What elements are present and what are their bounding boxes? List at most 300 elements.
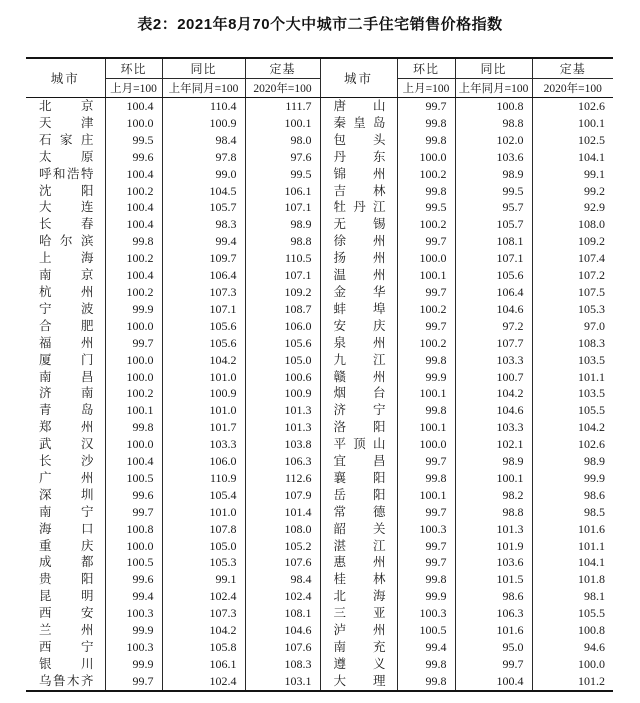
city-cell: 大理 [320,673,397,691]
table-row [26,622,613,639]
table-row [26,521,613,538]
city-cell: 兰州 [39,623,94,638]
city-cell: 蚌埠 [320,301,397,318]
base-cell: 107.6 [245,554,320,571]
table-row [26,656,613,673]
city-cell: 徐州 [320,233,397,250]
yoy-cell: 100.7 [455,369,532,386]
header-city-left: 城市 [26,58,105,98]
city-cell: 昆明 [39,589,94,604]
yoy-cell: 101.0 [162,402,245,419]
mom-cell: 100.0 [397,149,455,166]
mom-cell: 99.7 [105,504,162,521]
yoy-cell: 100.9 [162,115,245,132]
city-cell: 温州 [320,267,397,284]
mom-cell: 100.0 [105,369,162,386]
base-cell: 103.5 [532,385,613,402]
mom-cell: 100.2 [105,183,162,200]
city-cell: 襄阳 [320,470,397,487]
header-base-left: 定基 [245,58,320,79]
city-cell: 广州 [39,470,94,485]
city-cell: 哈尔滨 [39,234,94,249]
table-row [26,487,613,504]
header-mom-sub-left: 上月=100 [105,79,162,98]
yoy-cell: 101.7 [162,419,245,436]
yoy-cell: 100.1 [455,470,532,487]
yoy-cell: 105.3 [162,554,245,571]
mom-cell: 100.5 [397,622,455,639]
city-cell: 天津 [39,115,94,130]
yoy-cell: 103.6 [455,149,532,166]
base-cell: 100.0 [532,656,613,673]
base-cell: 109.2 [532,233,613,250]
base-cell: 108.1 [245,605,320,622]
base-cell: 105.6 [245,335,320,352]
yoy-cell: 104.6 [455,301,532,318]
table-row [26,335,613,352]
base-cell: 107.5 [532,284,613,301]
mom-cell: 100.2 [397,335,455,352]
mom-cell: 100.0 [105,538,162,555]
base-cell: 102.6 [532,436,613,453]
header-row-sublabels [26,79,613,98]
base-cell: 103.5 [532,352,613,369]
table-row [26,538,613,555]
header-mom-left: 环比 [105,58,162,79]
yoy-cell: 104.2 [162,352,245,369]
yoy-cell: 105.6 [162,335,245,352]
base-cell: 98.6 [532,487,613,504]
city-cell: 南昌 [39,369,94,384]
base-cell: 99.1 [532,166,613,183]
yoy-cell: 102.4 [162,673,245,691]
city-cell: 福州 [39,335,94,350]
base-cell: 108.0 [245,521,320,538]
table-row [26,352,613,369]
mom-cell: 99.9 [105,656,162,673]
mom-cell: 100.4 [105,453,162,470]
base-cell: 100.6 [245,369,320,386]
yoy-cell: 97.8 [162,149,245,166]
mom-cell: 100.2 [397,166,455,183]
header-base-sub-left: 2020年=100 [245,79,320,98]
city-cell: 韶关 [320,521,397,538]
table-row [26,504,613,521]
yoy-cell: 98.8 [455,115,532,132]
mom-cell: 100.4 [105,166,162,183]
base-cell: 105.0 [245,352,320,369]
yoy-cell: 101.0 [162,369,245,386]
base-cell: 107.1 [245,199,320,216]
mom-cell: 100.2 [397,216,455,233]
city-cell: 太原 [39,149,94,164]
yoy-cell: 107.7 [455,335,532,352]
base-cell: 107.1 [245,267,320,284]
base-cell: 105.2 [245,538,320,555]
mom-cell: 99.8 [397,183,455,200]
yoy-cell: 99.4 [162,233,245,250]
mom-cell: 99.7 [397,554,455,571]
mom-cell: 100.4 [105,98,162,115]
table-row [26,199,613,216]
yoy-cell: 105.4 [162,487,245,504]
city-cell: 济南 [39,386,94,401]
base-cell: 108.0 [532,216,613,233]
base-cell: 106.1 [245,183,320,200]
city-cell: 郑州 [39,420,94,435]
city-cell: 宜昌 [320,453,397,470]
table-row [26,588,613,605]
table-row [26,605,613,622]
city-cell: 泸州 [320,622,397,639]
table-row [26,318,613,335]
city-cell: 深圳 [39,487,94,502]
mom-cell: 100.2 [105,284,162,301]
table-row [26,115,613,132]
base-cell: 101.4 [245,504,320,521]
city-cell: 扬州 [320,250,397,267]
city-cell: 成都 [39,555,94,570]
yoy-cell: 102.0 [455,132,532,149]
base-cell: 102.5 [532,132,613,149]
base-cell: 101.8 [532,571,613,588]
mom-cell: 100.3 [397,521,455,538]
mom-cell: 100.0 [397,436,455,453]
city-cell: 银川 [39,656,94,671]
table-row [26,571,613,588]
mom-cell: 100.1 [397,267,455,284]
base-cell: 98.4 [245,571,320,588]
price-index-table [26,57,613,692]
table-row [26,216,613,233]
mom-cell: 100.1 [397,385,455,402]
yoy-cell: 105.0 [162,538,245,555]
yoy-cell: 107.8 [162,521,245,538]
mom-cell: 100.4 [105,199,162,216]
mom-cell: 99.8 [397,656,455,673]
table-row [26,250,613,267]
table-row [26,233,613,250]
city-cell: 青岛 [39,403,94,418]
city-cell: 常德 [320,504,397,521]
mom-cell: 100.2 [105,250,162,267]
base-cell: 92.9 [532,199,613,216]
base-cell: 100.8 [532,622,613,639]
mom-cell: 99.4 [105,588,162,605]
yoy-cell: 99.0 [162,166,245,183]
city-cell: 西宁 [39,640,94,654]
mom-cell: 99.7 [397,318,455,335]
base-cell: 98.9 [532,453,613,470]
yoy-cell: 104.6 [455,402,532,419]
base-cell: 101.1 [532,538,613,555]
city-cell: 锦州 [320,166,397,183]
mom-cell: 99.8 [105,419,162,436]
city-cell: 丹东 [320,149,397,166]
mom-cell: 99.6 [105,149,162,166]
header-yoy-right: 同比 [455,58,532,79]
city-cell: 长沙 [39,454,94,469]
city-cell: 吉林 [320,183,397,200]
base-cell: 101.2 [532,673,613,691]
mom-cell: 100.0 [105,352,162,369]
base-cell: 98.9 [245,216,320,233]
city-cell: 武汉 [39,437,94,452]
table-row [26,369,613,386]
base-cell: 107.4 [532,250,613,267]
yoy-cell: 99.5 [455,183,532,200]
city-cell: 合肥 [39,318,94,333]
mom-cell: 99.7 [397,233,455,250]
base-cell: 100.1 [245,115,320,132]
yoy-cell: 99.1 [162,571,245,588]
mom-cell: 99.8 [397,352,455,369]
yoy-cell: 103.3 [162,436,245,453]
table-row [26,166,613,183]
table-row [26,470,613,487]
city-cell: 石家庄 [39,132,94,147]
city-cell: 湛江 [320,538,397,555]
city-cell: 济宁 [320,402,397,419]
table-row [26,132,613,149]
mom-cell: 100.8 [105,521,162,538]
header-yoy-sub-left: 上年同月=100 [162,79,245,98]
base-cell: 101.6 [532,521,613,538]
table-header [26,58,613,98]
yoy-cell: 107.3 [162,284,245,301]
base-cell: 99.9 [532,470,613,487]
city-cell: 南充 [320,639,397,656]
base-cell: 111.7 [245,98,320,115]
header-yoy-sub-right: 上年同月=100 [455,79,532,98]
table-title: 表2：2021年8月70个大中城市二手住宅销售价格指数 [137,16,503,33]
base-cell: 103.1 [245,673,320,691]
table-row [26,183,613,200]
base-cell: 98.1 [532,588,613,605]
base-cell: 100.1 [532,115,613,132]
city-cell: 牡丹江 [320,199,397,216]
base-cell: 110.5 [245,250,320,267]
city-cell: 西安 [39,606,94,621]
mom-cell: 100.3 [105,639,162,656]
city-cell: 九江 [320,352,397,369]
yoy-cell: 104.2 [455,385,532,402]
mom-cell: 100.0 [105,115,162,132]
city-cell: 遵义 [320,656,397,673]
base-cell: 108.3 [532,335,613,352]
city-cell: 桂林 [320,571,397,588]
mom-cell: 99.7 [397,504,455,521]
yoy-cell: 99.7 [455,656,532,673]
base-cell: 107.6 [245,639,320,656]
base-cell: 108.3 [245,656,320,673]
yoy-cell: 103.6 [455,554,532,571]
city-cell: 大连 [39,200,94,215]
yoy-cell: 95.0 [455,639,532,656]
mom-cell: 100.0 [105,436,162,453]
mom-cell: 99.9 [397,588,455,605]
mom-cell: 99.6 [105,487,162,504]
city-cell: 赣州 [320,369,397,386]
city-cell: 惠州 [320,554,397,571]
city-cell: 唐山 [320,98,397,115]
mom-cell: 99.8 [397,571,455,588]
city-cell: 平顶山 [320,436,397,453]
base-cell: 104.1 [532,149,613,166]
table-row [26,98,613,115]
table-row [26,149,613,166]
mom-cell: 100.5 [105,554,162,571]
city-cell: 北京 [39,99,94,113]
yoy-cell: 102.4 [162,588,245,605]
city-cell: 南宁 [39,504,94,519]
mom-cell: 99.5 [105,132,162,149]
table-row [26,301,613,318]
mom-cell: 100.4 [105,216,162,233]
mom-cell: 100.2 [105,385,162,402]
header-yoy-left: 同比 [162,58,245,79]
header-base-sub-right: 2020年=100 [532,79,613,98]
table-row [26,267,613,284]
yoy-cell: 110.4 [162,98,245,115]
mom-cell: 99.8 [397,132,455,149]
city-cell: 安庆 [320,318,397,335]
yoy-cell: 104.5 [162,183,245,200]
mom-cell: 100.5 [105,470,162,487]
mom-cell: 99.7 [105,335,162,352]
city-cell: 洛阳 [320,419,397,436]
city-cell: 沈阳 [39,183,94,198]
city-cell: 呼和浩特 [39,166,94,181]
base-cell: 106.3 [245,453,320,470]
header-row-labels [26,58,613,79]
city-cell: 三亚 [320,605,397,622]
yoy-cell: 100.4 [455,673,532,691]
yoy-cell: 106.0 [162,453,245,470]
yoy-cell: 105.6 [455,267,532,284]
city-cell: 南京 [39,268,94,283]
base-cell: 112.6 [245,470,320,487]
mom-cell: 100.1 [397,419,455,436]
header-base-right: 定基 [532,58,613,79]
base-cell: 104.2 [532,419,613,436]
mom-cell: 100.1 [397,487,455,504]
base-cell: 97.0 [532,318,613,335]
mom-cell: 100.0 [397,250,455,267]
table-row [26,284,613,301]
yoy-cell: 107.1 [455,250,532,267]
city-cell: 重庆 [39,538,94,553]
base-cell: 101.3 [245,402,320,419]
city-cell: 秦皇岛 [320,115,397,132]
city-cell: 岳阳 [320,487,397,504]
yoy-cell: 105.6 [162,318,245,335]
yoy-cell: 106.1 [162,656,245,673]
base-cell: 105.5 [532,605,613,622]
city-cell: 长春 [39,217,94,232]
yoy-cell: 104.2 [162,622,245,639]
base-cell: 97.6 [245,149,320,166]
yoy-cell: 105.7 [162,199,245,216]
yoy-cell: 107.3 [162,605,245,622]
mom-cell: 100.3 [397,605,455,622]
table-row [26,639,613,656]
yoy-cell: 98.3 [162,216,245,233]
yoy-cell: 105.8 [162,639,245,656]
mom-cell: 99.7 [397,98,455,115]
table-row [26,453,613,470]
mom-cell: 99.7 [397,284,455,301]
yoy-cell: 98.8 [455,504,532,521]
yoy-cell: 98.4 [162,132,245,149]
base-cell: 103.8 [245,436,320,453]
yoy-cell: 98.6 [455,588,532,605]
base-cell: 108.7 [245,301,320,318]
table-row [26,436,613,453]
table-row [26,673,613,691]
mom-cell: 99.9 [397,369,455,386]
yoy-cell: 101.9 [455,538,532,555]
city-cell: 金华 [320,284,397,301]
yoy-cell: 100.9 [162,385,245,402]
city-cell: 烟台 [320,385,397,402]
yoy-cell: 106.4 [162,267,245,284]
table-row [26,402,613,419]
yoy-cell: 101.5 [455,571,532,588]
city-cell: 杭州 [39,284,94,299]
mom-cell: 99.9 [105,622,162,639]
yoy-cell: 97.2 [455,318,532,335]
yoy-cell: 108.1 [455,233,532,250]
table-row [26,419,613,436]
mom-cell: 99.7 [105,673,162,691]
header-city-right: 城市 [320,58,397,98]
mom-cell: 100.1 [105,402,162,419]
mom-cell: 99.8 [397,402,455,419]
base-cell: 102.4 [245,588,320,605]
table-row [26,554,613,571]
city-cell: 乌鲁木齐 [39,673,94,688]
city-cell: 贵阳 [39,572,94,587]
mom-cell: 99.8 [105,233,162,250]
city-cell: 北海 [320,588,397,605]
yoy-cell: 101.6 [455,622,532,639]
mom-cell: 100.4 [105,267,162,284]
yoy-cell: 98.9 [455,453,532,470]
base-cell: 104.1 [532,554,613,571]
city-cell: 上海 [39,251,94,266]
yoy-cell: 107.1 [162,301,245,318]
base-cell: 101.3 [245,419,320,436]
base-cell: 109.2 [245,284,320,301]
yoy-cell: 105.7 [455,216,532,233]
yoy-cell: 100.8 [455,98,532,115]
base-cell: 104.6 [245,622,320,639]
yoy-cell: 106.3 [455,605,532,622]
base-cell: 101.1 [532,369,613,386]
city-cell: 无锡 [320,216,397,233]
base-cell: 106.0 [245,318,320,335]
yoy-cell: 95.7 [455,199,532,216]
base-cell: 100.9 [245,385,320,402]
yoy-cell: 106.4 [455,284,532,301]
yoy-cell: 110.9 [162,470,245,487]
base-cell: 94.6 [532,639,613,656]
yoy-cell: 103.3 [455,419,532,436]
city-cell: 宁波 [39,301,94,316]
city-cell: 包头 [320,132,397,149]
base-cell: 99.2 [532,183,613,200]
